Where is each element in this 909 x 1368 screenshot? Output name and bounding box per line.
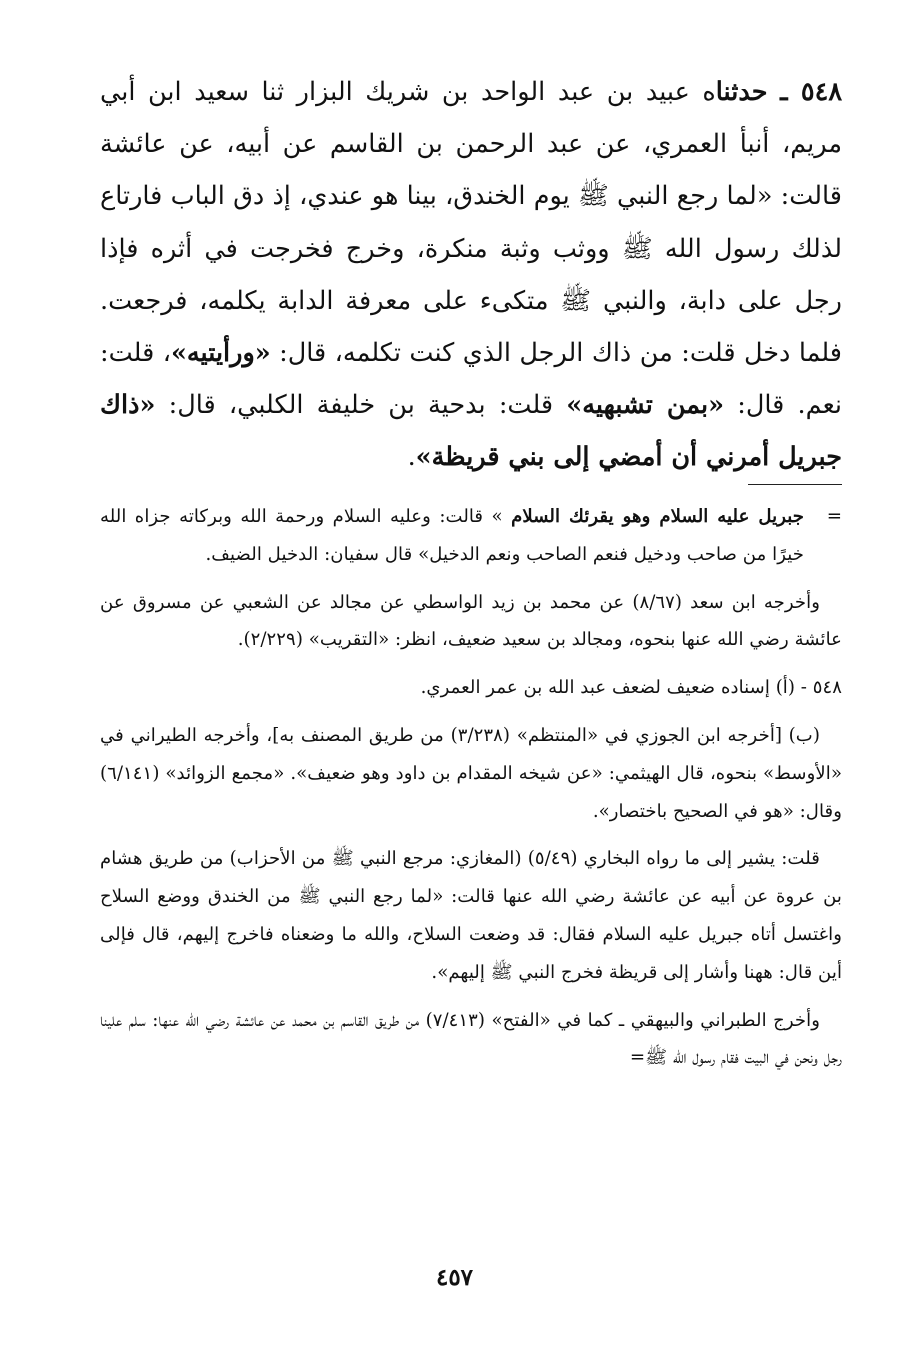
hadith-body-2: ، قلت: نعم. قال: — [100, 338, 842, 421]
footnotes — [100, 498, 842, 1087]
footnote-continuation — [100, 498, 842, 574]
footnote-text: » قالت: وعليه السلام ورحمة الله وبركاته جزاه الله خيرًا من صاحب ودخيل فنعم الصاحب ونعم الدخيل» قال سفيان: الدخيل الضيف. — [100, 506, 804, 565]
hadith-quote-1: «ورأيتيه» — [170, 338, 271, 369]
footnote-paragraph: (ب) [أخرجه ابن الجوزي في «المنتظم» (٣/٢٣٨) من طريق المصنف به]، وأخرجه الطيراني في «الأوسط» بنحوه، قال الهيثمي: «عن شيخه المقدام بن داود وهو ضعيف». «مجمع الزوائد» (٦/١٤١) وقال: «هو في الصحيح باختصار». — [100, 724, 842, 822]
hadith-body-4: . — [407, 442, 416, 473]
page-number: ٤٥٧ — [435, 1264, 474, 1291]
footnote-text: (أ) إسناده ضعيف لضعف عبد الله بن عمر العمري. — [420, 677, 795, 699]
footnote-numbered — [100, 669, 842, 707]
hadith-number: ٥٤٨ ـ — [780, 77, 843, 107]
footnote-paragraph: وأخرج الطبراني والبيهقي ـ كما في «الفتح» (٧/٤١٣) من طريق القاسم بن محمد عن عائشة رضي الله عنها: سلم علينا رجل ونحن في البيت فقام رسول الله ﷺ= — [100, 1009, 842, 1069]
hadith-lead: حدثنا — [715, 77, 768, 107]
hadith-quote-3: «ذاك جبريل أمرني أن أمضي إلى بني قريظة» — [100, 390, 842, 473]
footnote-paragraph: وأخرجه ابن سعد (٨/٦٧) عن محمد بن زيد الواسطي عن مجالد عن الشعبي عن مسروق عن عائشة رضي الله عنها بنحوه، ومجالد بن سعيد ضعيف، انظر: «التقريب» (٢/٢٢٩). — [100, 591, 842, 651]
book-page — [100, 66, 842, 1306]
hadith-paragraph — [100, 66, 842, 484]
hadith-body-1: ه عبيد بن عبد الواحد بن شريك البزار ثنا سعيد ابن أبي مريم، أنبأ العمري، عن عبد الرحمن بن القاسم عن أبيه، عن عائشة قالت: «لما رجع النبي ﷺ يوم الخندق، بينا هو عندي، إذ دق الباب فارتاع لذلك رسول الله ﷺ ووثب وثبة منكرة، وخرج فخرجت في أثره فإذا رجل على دابة، والنبي ﷺ متكىء على معرفة الدابة يكلمه، فرجعت. فلما دخل قلت: من ذاك الرجل الذي كنت تكلمه، قال: — [100, 77, 842, 369]
hadith-body-3: قلت: بدحية بن خليفة الكلبي، قال: — [155, 390, 567, 421]
hadith-text — [100, 66, 842, 484]
footnote-bold-phrase: جبريل عليه السلام وهو يقرئك السلام — [511, 506, 804, 527]
hadith-quote-2: «بمن تشبهيه» — [566, 390, 725, 421]
footnote-separator — [748, 484, 842, 485]
footnote-number: ٥٤٨ - — [800, 677, 842, 699]
footnote-paragraph: قلت: يشير إلى ما رواه البخاري (٥/٤٩) (المغازي: مرجع النبي ﷺ من الأحزاب) من طريق هشام بن عروة عن أبيه عن عائشة رضي الله عنها قالت: «لما رجع النبي ﷺ من الخندق ووضع السلاح واغتسل أتاه جبريل عليه السلام فقال: قد وضعت السلاح، والله ما وضعناه فاخرج إليهم، قال فإلى أين قال: ههنا وأشار إلى قريظة فخرج النبي ﷺ إليهم». — [100, 848, 842, 983]
continuation-marker: = — [826, 506, 842, 527]
